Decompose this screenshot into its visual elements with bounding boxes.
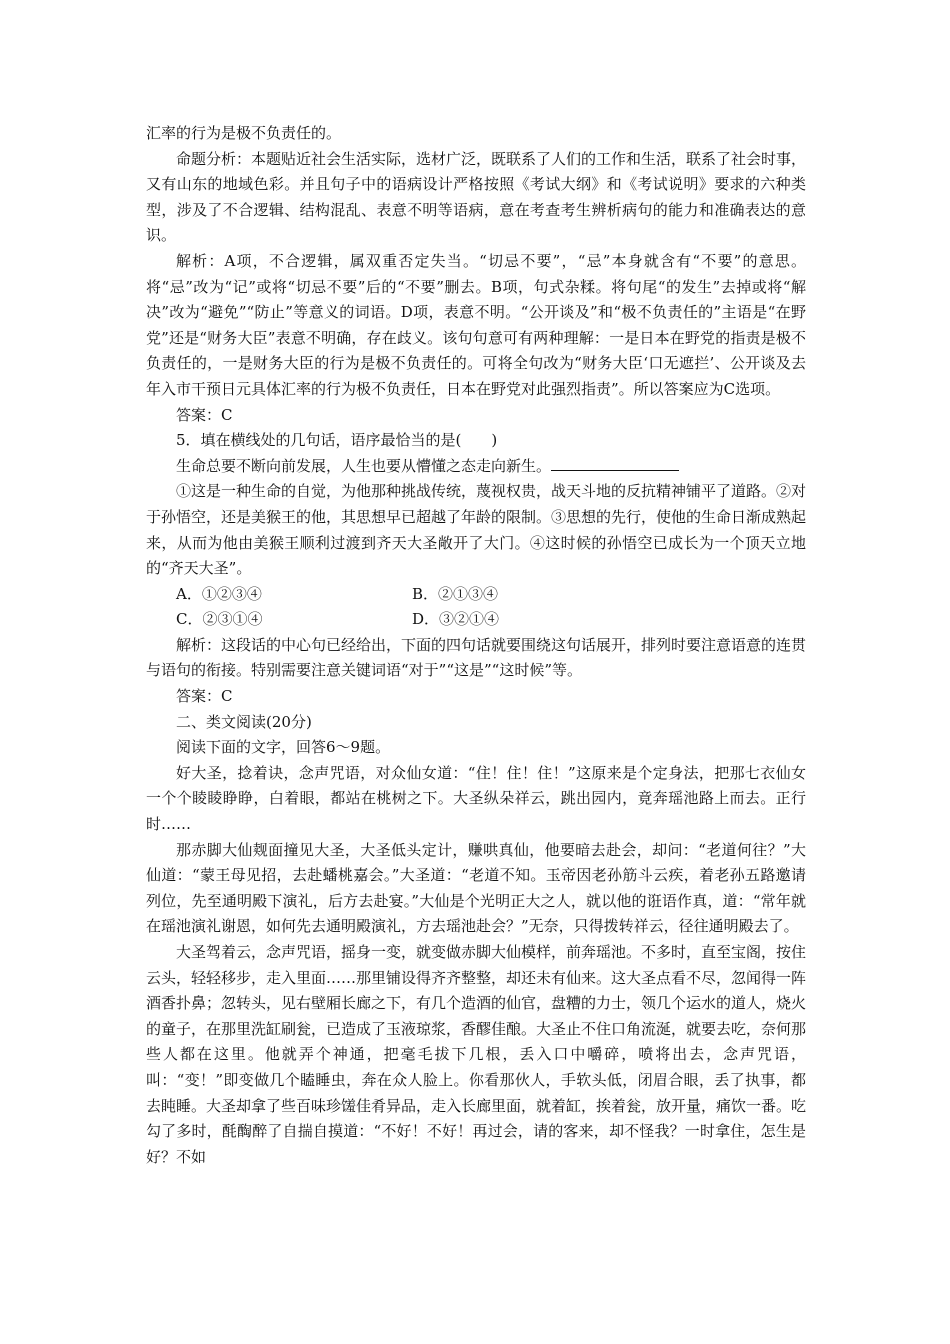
option-b: B．②①③④ — [412, 584, 499, 603]
reading-instruction: 阅读下面的文字，回答6～9题。 — [176, 738, 391, 757]
section-heading: 二、类文阅读(20分) — [176, 712, 312, 731]
paragraph: 汇率的行为是极不负责任的。 — [146, 124, 342, 142]
option-c: C．②③①④ — [176, 610, 263, 629]
paragraph: 解析：A项，不合逻辑，属双重否定失当。“切忌不要”，“忌”本身就含有“不要”的意思。将“忌”改为“记”或将“切忌不要”后的“不要”删去。B项，句式杂糅。将句尾“的发生”去掉或将“解决”改为“避免”“防止”等意义的词语。D项，表意不明。“公开谈及”和“极不负责任的”主语是“在野党”还是“财务大臣”表意不明确，存在歧义。该句句意可有两种理解：一是日本在野党的指责是极不负责任的，一是财务大臣的行为是极不负责任的。可将全句改为“财务大臣‘口无遮拦’、公开谈及去年入市干预日元具体汇率的行为极不负责任，日本在野党对此强烈指责”。所以答案应为C选项。 — [146, 251, 806, 398]
answer-line: 答案：C — [176, 405, 233, 424]
reading-paragraph: 好大圣，捻着诀，念声咒语，对众仙女道：“住！住！住！”这原来是个定身法，把那七衣仙女一个个睖睖睁睁，白着眼，都站在桃树之下。大圣纵朵祥云，跳出园内，竟奔瑶池路上而去。正行时…… — [146, 763, 806, 834]
fill-blank-line — [551, 454, 679, 471]
option-a: A．①②③④ — [176, 584, 262, 603]
reading-paragraph: 那赤脚大仙觌面撞见大圣，大圣低头定计，赚哄真仙，他要暗去赴会，却问：“老道何往？”大仙道：“蒙王母见招，去赴蟠桃嘉会。”大圣道：“老道不知。玉帝因老孙筋斗云疾，着老孙五路邀请列位，先至通明殿下演礼，后方去赴宴。”大仙是个光明正大之人，就以他的诳语作真，道：“常年就在瑶池演礼谢恩，如何先去通明殿演礼，方去瑶池赴会？”无奈，只得拨转祥云，径往通明殿去了。 — [146, 840, 806, 936]
document-body — [146, 121, 806, 1170]
options-row — [146, 582, 806, 608]
question-5-stem — [146, 454, 806, 480]
paragraph: 解析：这段话的中心句已经给出，下面的四句话就要围绕这句话展开，排列时要注意语意的连贯与语句的衔接。特别需要注意关键词语“对于”“这是”“这时候”等。 — [146, 635, 807, 680]
paragraph: 命题分析：本题贴近社会生活实际，选材广泛，既联系了人们的工作和生活，联系了社会时事，又有山东的地域色彩。并且句子中的语病设计严格按照《考试大纲》和《考试说明》要求的六种类型，涉及了不合逻辑、结构混乱、表意不明等语病，意在考查考生辨析病句的能力和准确表达的意识。 — [146, 149, 807, 245]
answer-line: 答案：C — [176, 687, 233, 706]
question-5-passage: ①这是一种生命的自觉，为他那种挑战传统，蔑视权贵，战天斗地的反抗精神铺平了道路。②对于孙悟空，还是美猴王的他，其思想早已超越了年龄的限制。③思想的先行，使他的生命日渐成熟起来，从而为他由美猴王顺利过渡到齐天大圣敞开了大门。④这时候的孙悟空已成长为一个顶天立地的“齐天大圣”。 — [146, 482, 807, 578]
question-5-title: 5．填在横线处的几句话，语序最恰当的是( ) — [176, 431, 498, 450]
option-d: D．③②①④ — [412, 610, 500, 629]
options-row — [146, 607, 806, 633]
reading-paragraph: 大圣驾着云，念声咒语，摇身一变，就变做赤脚大仙模样，前奔瑶池。不多时，直至宝阁，按住云头，轻轻移步，走入里面……那里铺设得齐齐整整，却还未有仙来。这大圣点看不尽，忽闻得一阵酒香扑鼻；忽转头，见右壁厢长廊之下，有几个造酒的仙官，盘糟的力士，领几个运水的道人，烧火的童子，在那里洗缸刷瓮，已造成了玉液琼浆，香醪佳酿。大圣止不住口角流涎，就要去吃，奈何那些人都在这里。他就弄个神通，把毫毛拔下几根，丢入口中嚼碎，喷将出去，念声咒语，叫：“变！”即变做几个瞌睡虫，奔在众人脸上。你看那伙人，手软头低，闭眉合眼，丢了执事，都去盹睡。大圣却拿了些百味珍馐佳肴异品，走入长廊里面，就着缸，挨着瓮，放开量，痛饮一番。吃勾了多时，酕醄醉了自揣自摸道：“不好！不好！再过会，请的客来，却不怪我？一时拿住，怎生是好？不如 — [146, 943, 807, 1166]
question-5-stem-text: 生命总要不断向前发展，人生也要从懵懂之态走向新生。 — [176, 456, 552, 475]
